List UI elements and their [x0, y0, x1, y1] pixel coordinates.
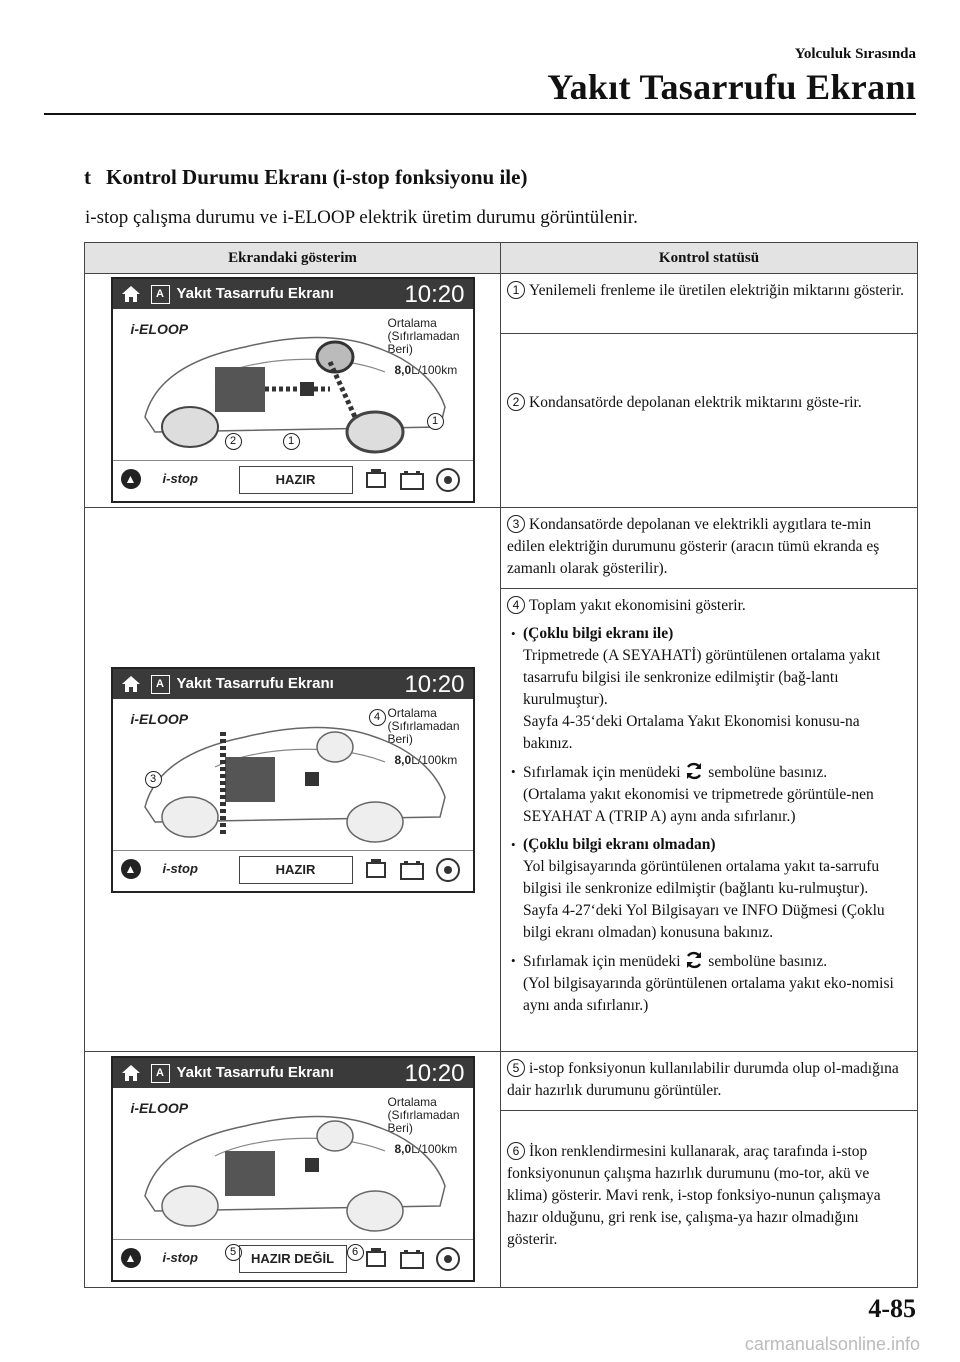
- climate-icon: [435, 467, 461, 493]
- climate-icon: [435, 1246, 461, 1272]
- screen-clock: 10:20: [404, 1060, 465, 1087]
- car-outline-graphic: [135, 707, 455, 847]
- battery-icon: [399, 1246, 425, 1272]
- fuel-economy-value: 8,0L/100km: [394, 363, 458, 377]
- home-icon[interactable]: [121, 675, 141, 693]
- screen-titlebar: [113, 1058, 473, 1088]
- not-ready-status: HAZIR DEĞİL: [239, 1245, 347, 1273]
- eloop-label: i-ELOOP: [130, 710, 189, 727]
- bullet-reset-2: • Sıfırlamak için menüdeki sembolüne basınız. (Yol bilgisayarında görüntülenen ortalama yakıt eko-nomisi aynı anda sıfırlanır.): [507, 950, 909, 1017]
- callout-5: 5: [225, 1244, 242, 1261]
- status-cell-4: [501, 589, 918, 1052]
- a-badge-icon: A: [151, 285, 170, 304]
- desc-2: Kondansatörde depolanan elektrik miktarını göste-rir.: [529, 393, 862, 411]
- marker-4: 4: [507, 596, 525, 614]
- marker-2: 2: [507, 393, 525, 411]
- a-badge-icon: A: [151, 1064, 170, 1083]
- header-rule: [44, 113, 916, 115]
- control-status-table: [84, 242, 918, 1288]
- ready-status: HAZIR: [239, 856, 353, 884]
- section-heading: [84, 165, 527, 190]
- status-cell-6: [501, 1111, 918, 1288]
- screen-titlebar: [113, 669, 473, 699]
- fuel-screen-1: [111, 277, 475, 503]
- istop-label: i-stop: [162, 1250, 198, 1265]
- battery-icon: [399, 467, 425, 493]
- desc-1: Yenilemeli frenleme ile üretilen elektriğin miktarını gösterir.: [529, 282, 905, 299]
- engine-icon: [363, 857, 389, 883]
- screen-bottom-bar: [113, 1239, 473, 1280]
- eloop-label: i-ELOOP: [130, 321, 189, 337]
- fuel-economy-value: 8,0L/100km: [394, 752, 458, 767]
- callout-1: 1: [427, 413, 444, 430]
- climate-icon: [435, 857, 461, 883]
- screen-title: Yakıt Tasarrufu Ekranı: [176, 674, 334, 692]
- screen-bottom-bar: [113, 850, 473, 891]
- home-icon[interactable]: [121, 285, 141, 303]
- callout-4: 4: [369, 709, 386, 726]
- desc-3: Kondansatörde depolanan ve elektrikli aygıtlara te-min edilen elektriğin durumunu gösterir (aracın tümü ekranda eş zamanlı olarak gösterilir).: [507, 516, 880, 577]
- desc-6: İkon renklendirmesini kullanarak, araç tarafında i-stop fonksiyonunun çalışma hazırlık durumunu (mo-tor, akü ve klima) gösterir. Mavi renk, i-stop fonksiyo-nunun çalışmaya hazır olduğunu, gri renk ise, çalışma-ya hazır olmadığını gösterir.: [507, 1143, 881, 1248]
- screen-clock: 10:20: [404, 670, 465, 698]
- col-header-display: Ekrandaki gösterim: [85, 243, 501, 274]
- screen-clock: 10:20: [404, 281, 465, 308]
- chevron-up-icon[interactable]: ▲: [121, 469, 141, 489]
- reset-sync-icon: [684, 761, 704, 781]
- battery-icon: [399, 857, 425, 883]
- screen-cell-1: [85, 274, 501, 508]
- marker-5: 5: [507, 1059, 525, 1077]
- marker-3: 3: [507, 515, 525, 533]
- bullet-with-display: • (Çoklu bilgi ekranı ile) Tripmetrede (A SEYAHATİ) görüntülenen ortalama yakıt tasarrufu bilgisi ile senkronize edilmiştir (bağ-lantı kurulmuştur). Sayfa 4-35‘deki Ortalama Yakıt Ekonomisi konusu-na bakınız.: [507, 623, 909, 755]
- intro-text: i-stop çalışma durumu ve i-ELOOP elektrik üretim durumu görüntülenir.: [85, 207, 638, 228]
- engine-icon: [363, 467, 389, 493]
- engine-icon: [363, 1246, 389, 1272]
- eloop-label: i-ELOOP: [130, 1100, 189, 1116]
- screen-title: Yakıt Tasarrufu Ekranı: [176, 285, 334, 302]
- fuel-screen-2: [111, 667, 475, 893]
- average-label: Ortalama (Sıfırlamadan Beri): [387, 1095, 460, 1135]
- ready-status: HAZIR: [239, 466, 353, 494]
- bullet-without-display: • (Çoklu bilgi ekranı olmadan) Yol bilgisayarında görüntülenen ortalama yakıt ta-sarrufu bilgisi ile senkronize edilmiştir (bağlantı ku-rulmuştur). Sayfa 4-27‘deki Yol Bilgisayarı ve INFO Düğmesi (Çoklu bilgi ekranı olmadan) konusuna bakınız.: [507, 834, 909, 944]
- car-outline-graphic: [135, 1096, 455, 1236]
- section-label: Yolculuk Sırasında: [794, 46, 916, 62]
- screen-bottom-bar: [113, 460, 473, 501]
- desc-4: Toplam yakıt ekonomisini gösterir.: [529, 597, 746, 614]
- marker-1: 1: [507, 281, 525, 299]
- status-cell-1: [501, 274, 918, 334]
- marker-6: 6: [507, 1142, 525, 1160]
- status-cell-5: [501, 1052, 918, 1111]
- istop-label: i-stop: [162, 471, 198, 486]
- heading-bullet: t: [84, 165, 91, 189]
- callout-1b: 1: [283, 433, 300, 450]
- heading-text: Kontrol Durumu Ekranı (i-stop fonksiyonu ile): [106, 165, 528, 189]
- callout-2: 2: [225, 433, 242, 450]
- status-cell-3: [501, 508, 918, 589]
- status-cell-2: [501, 333, 918, 508]
- page-title: Yakıt Tasarrufu Ekranı: [547, 67, 916, 107]
- bullet-reset-1: • Sıfırlamak için menüdeki sembolüne basınız. (Ortalama yakıt ekonomisi ve tripmetrede görüntüle-nen SEYAHAT A (TRIP A) aynı anda sıfırlanır.): [507, 761, 909, 828]
- fuel-economy-value: 8,0L/100km: [394, 1142, 458, 1156]
- istop-label: i-stop: [162, 860, 198, 876]
- a-badge-icon: A: [151, 675, 170, 694]
- watermark: carmanualsonline.info: [744, 1334, 920, 1354]
- screen-title: Yakıt Tasarrufu Ekranı: [176, 1064, 334, 1081]
- home-icon[interactable]: [121, 1064, 141, 1082]
- average-label: Ortalama (Sıfırlamadan Beri): [387, 316, 460, 356]
- screen-titlebar: [113, 279, 473, 309]
- desc-5: i-stop fonksiyonun kullanılabilir durumda olup ol-madığına dair hazırlık durumunu görüntüler.: [507, 1060, 899, 1099]
- screen-cell-3: [85, 1052, 501, 1288]
- fuel-screen-3: [111, 1056, 475, 1282]
- chevron-up-icon[interactable]: ▲: [121, 1248, 141, 1268]
- callout-6: 6: [347, 1244, 364, 1261]
- chevron-up-icon[interactable]: ▲: [121, 859, 141, 879]
- average-label: Ortalama (Sıfırlamadan Beri): [387, 705, 460, 746]
- screen-cell-2: [85, 508, 501, 1052]
- reset-sync-icon: [684, 950, 704, 970]
- callout-3: 3: [145, 771, 162, 788]
- page-number: 4-85: [868, 1294, 916, 1323]
- col-header-status: Kontrol statüsü: [501, 243, 918, 274]
